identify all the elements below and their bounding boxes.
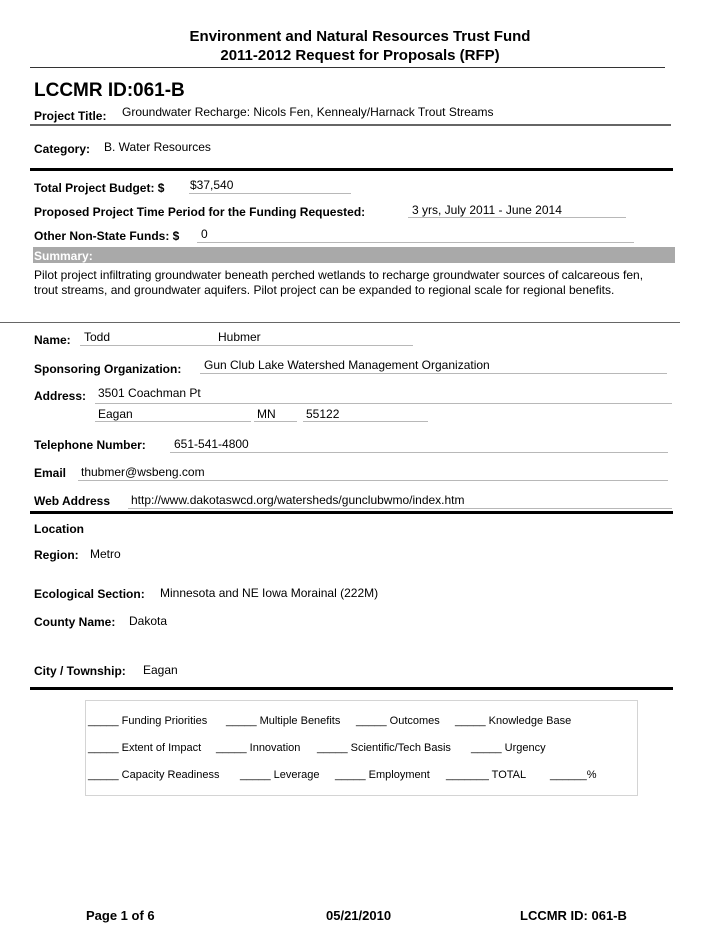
summary-text: Pilot project infiltrating groundwater beneath perched wetlands to recharge groundwater sources of calcareous fen, trout streams, and groundwater aquifers. Pilot project can be expanded to regional scale for regional benefits. <box>34 268 644 297</box>
web-address-value: http://www.dakotaswcd.org/watersheds/gunclubwmo/index.htm <box>131 493 465 507</box>
project-title-label: Project Title: <box>34 109 107 123</box>
score-knowledge-base: _____ Knowledge Base <box>455 715 572 727</box>
address-label: Address: <box>34 389 87 403</box>
zip-value: 55122 <box>306 407 340 421</box>
street-underline <box>95 403 672 404</box>
footer-page-number: Page 1 of 6 <box>86 908 155 923</box>
summary-label: Summary: <box>34 249 93 263</box>
footer-date: 05/21/2010 <box>326 908 392 923</box>
county-value: Dakota <box>129 614 168 628</box>
first-name-value: Todd <box>84 330 111 344</box>
email-underline <box>78 480 668 481</box>
time-period-underline <box>408 217 626 218</box>
zip-underline <box>303 421 428 422</box>
ecological-section-value: Minnesota and NE Iowa Morainal (222M) <box>160 586 379 600</box>
name-underline <box>80 345 413 346</box>
non-state-funds-label: Other Non-State Funds: $ <box>34 229 180 243</box>
telephone-underline <box>170 452 668 453</box>
web-address-label: Web Address <box>34 494 111 508</box>
region-value: Metro <box>90 547 121 561</box>
time-period-label: Proposed Project Time Period for the Funding Requested: <box>34 205 366 219</box>
summary-header <box>33 247 675 263</box>
city-township-label: City / Township: <box>34 664 126 678</box>
category-label: Category: <box>34 142 91 156</box>
divider-4 <box>30 511 673 514</box>
score-employment: _____ Employment <box>335 769 430 781</box>
score-innovation: _____ Innovation <box>216 742 301 754</box>
email-value: thubmer@wsbeng.com <box>81 465 205 479</box>
divider-5 <box>30 687 673 690</box>
sponsoring-org-label: Sponsoring Organization: <box>34 362 182 376</box>
header-subtitle: 2011-2012 Request for Proposals (RFP) <box>220 47 500 64</box>
budget-underline <box>189 193 351 194</box>
divider-2 <box>30 168 673 171</box>
street-value: 3501 Coachman Pt <box>98 386 201 400</box>
sponsoring-org-value: Gun Club Lake Watershed Management Organization <box>204 358 490 372</box>
score-percent: ______% <box>550 769 597 781</box>
category-value: B. Water Resources <box>104 140 211 154</box>
lccmr-id-value: 061-B <box>133 80 185 101</box>
score-urgency: _____ Urgency <box>471 742 546 754</box>
email-label: Email <box>34 466 67 480</box>
project-title-value: Groundwater Recharge: Nicols Fen, Kennealy/Harnack Trout Streams <box>122 105 494 119</box>
telephone-label: Telephone Number: <box>34 438 146 452</box>
region-label: Region: <box>34 548 79 562</box>
score-funding-priorities: _____ Funding Priorities <box>88 715 208 727</box>
lccmr-id-label: LCCMR ID: <box>34 80 134 101</box>
telephone-value: 651-541-4800 <box>174 437 249 451</box>
state-value: MN <box>257 407 276 421</box>
budget-label: Total Project Budget: $ <box>34 181 165 195</box>
city-underline <box>95 421 251 422</box>
name-label: Name: <box>34 333 71 347</box>
divider-3 <box>0 322 680 323</box>
header-divider <box>30 67 665 68</box>
non-state-funds-underline <box>197 242 634 243</box>
score-multiple-benefits: _____ Multiple Benefits <box>226 715 341 727</box>
score-total: _______ TOTAL <box>446 769 527 781</box>
city-township-value: Eagan <box>143 663 178 677</box>
score-capacity-readiness: _____ Capacity Readiness <box>88 769 220 781</box>
score-extent-of-impact: _____ Extent of Impact <box>88 742 202 754</box>
county-label: County Name: <box>34 615 116 629</box>
last-name-value: Hubmer <box>218 330 261 344</box>
score-leverage: _____ Leverage <box>240 769 320 781</box>
score-outcomes: _____ Outcomes <box>356 715 440 727</box>
footer-lccmr-id: LCCMR ID: 061-B <box>520 908 627 923</box>
divider-1 <box>30 124 671 126</box>
location-heading: Location <box>34 522 84 536</box>
ecological-section-label: Ecological Section: <box>34 587 145 601</box>
web-address-underline <box>128 508 672 509</box>
budget-value: $37,540 <box>190 178 234 192</box>
state-underline <box>254 421 297 422</box>
city-value: Eagan <box>98 407 133 421</box>
time-period-value: 3 yrs, July 2011 - June 2014 <box>412 203 562 217</box>
sponsoring-org-underline <box>200 373 667 374</box>
header-title: Environment and Natural Resources Trust Fund <box>189 28 531 45</box>
score-scientific-tech-basis: _____ Scientific/Tech Basis <box>317 742 451 754</box>
non-state-funds-value: 0 <box>201 227 208 241</box>
